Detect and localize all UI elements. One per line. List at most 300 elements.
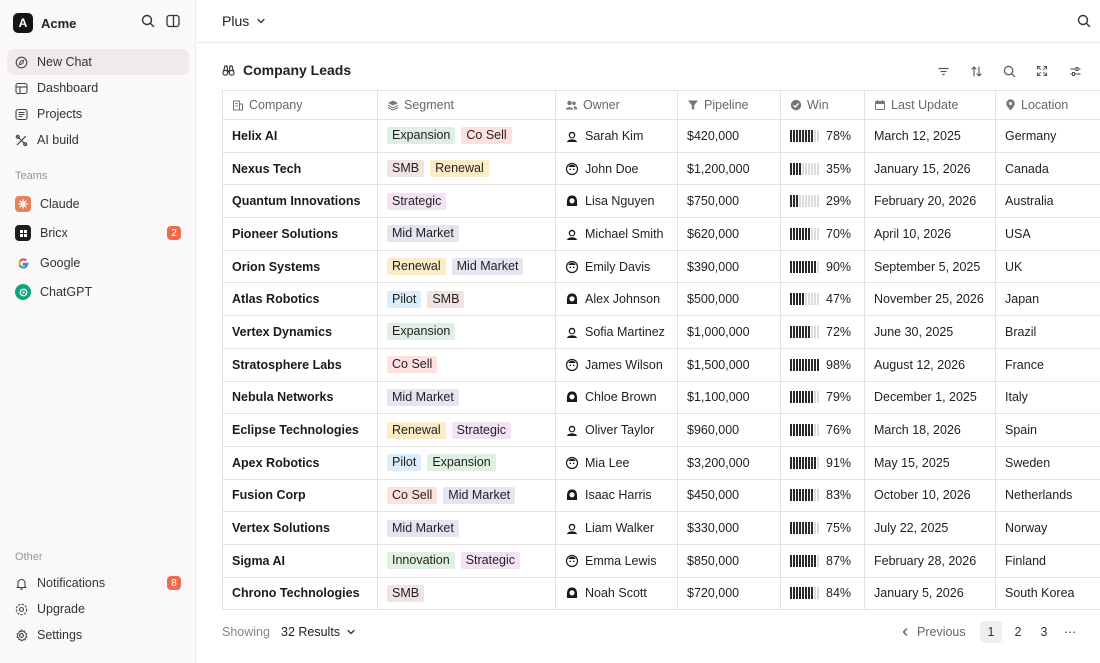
win-bar-segment [814,424,816,436]
previous-label: Previous [917,625,966,639]
owner-name: Mia Lee [585,455,630,470]
cell-last-update: April 10, 2026 [865,218,996,251]
win-rate-bar [790,195,820,207]
win-bar-segment [802,391,804,403]
segment-tag: Co Sell [387,487,437,504]
win-bar-segment [796,195,798,207]
nav-upgrade[interactable] [7,596,189,622]
cell-segment [378,479,556,512]
results-per-page-select[interactable] [281,625,356,639]
column-header-company[interactable] [223,91,378,120]
win-bar-segment [817,522,819,534]
other-section-label: Other [15,551,43,563]
win-bar-segment [805,326,807,338]
win-bar-segment [790,489,792,501]
layers-icon [387,99,399,111]
table-row[interactable] [223,316,1100,349]
win-bar-segment [805,195,807,207]
table-row[interactable] [223,348,1100,381]
win-bar-segment [802,489,804,501]
win-bar-segment [796,293,798,305]
cell-segment [378,152,556,185]
owner-name: Emma Lewis [585,553,657,568]
team-bricx[interactable] [7,220,189,246]
table-row[interactable] [223,446,1100,479]
cell-last-update: January 5, 2026 [865,577,996,610]
nav-projects[interactable] [7,101,189,127]
avatar-icon [565,586,579,600]
column-label: Pipeline [704,98,749,112]
cell-last-update: February 20, 2026 [865,185,996,218]
win-rate-bar [790,555,820,567]
win-rate-bar [790,489,820,501]
column-label: Owner [583,98,620,112]
win-bar-segment [796,457,798,469]
win-bar-segment [790,195,792,207]
win-bar-segment [805,261,807,273]
cell-location: USA [996,218,1100,251]
win-bar-segment [796,228,798,240]
nav-label: Upgrade [37,602,85,616]
win-bar-segment [805,457,807,469]
toggle-sidebar-icon[interactable] [165,13,181,29]
cell-win [781,316,865,349]
cell-segment [378,414,556,447]
nav-notifications[interactable] [7,570,189,596]
win-bar-segment [790,555,792,567]
table-search-icon[interactable] [1001,63,1017,79]
ai-build-icon [15,134,28,147]
win-bar-segment [817,163,819,175]
win-bar-segment [817,555,819,567]
cell-company: Chrono Technologies [223,577,378,610]
table-row[interactable] [223,381,1100,414]
win-bar-segment [811,522,813,534]
cell-last-update: June 30, 2025 [865,316,996,349]
avatar-icon [565,194,579,208]
segment-tag: Co Sell [461,127,511,144]
win-bar-segment [808,163,810,175]
cell-win [781,512,865,545]
win-bar-segment [811,293,813,305]
win-bar-segment [811,489,813,501]
win-bar-segment [799,228,801,240]
cell-location: Japan [996,283,1100,316]
calendar-icon [874,99,886,111]
win-bar-segment [805,130,807,142]
cell-pipeline: $450,000 [678,479,781,512]
win-bar-segment [805,424,807,436]
cell-last-update: October 10, 2026 [865,479,996,512]
win-bar-segment [808,424,810,436]
cell-pipeline: $1,500,000 [678,348,781,381]
win-bar-segment [811,457,813,469]
cell-pipeline: $330,000 [678,512,781,545]
page-button-2[interactable]: 2 [1014,625,1022,639]
win-bar-segment [811,391,813,403]
win-rate-bar [790,587,820,599]
win-rate-value: 35% [826,161,852,176]
win-bar-segment [808,130,810,142]
company-leads-table [222,90,1100,610]
cell-last-update: November 25, 2026 [865,283,996,316]
avatar-icon [565,129,579,143]
win-bar-segment [793,587,795,599]
win-bar-segment [802,587,804,599]
global-search-icon[interactable] [1077,14,1091,31]
cell-company: Pioneer Solutions [223,218,378,251]
owner-name: Sarah Kim [585,128,644,143]
win-bar-segment [802,424,804,436]
avatar-icon [565,521,579,535]
win-rate-bar [790,457,820,469]
win-bar-segment [808,391,810,403]
cell-company: Quantum Innovations [223,185,378,218]
funnel-icon [687,99,699,111]
cell-company: Nexus Tech [223,152,378,185]
column-header-owner[interactable] [556,91,678,120]
nav-settings[interactable] [7,622,189,648]
cell-win [781,152,865,185]
top-bar [197,0,1100,43]
win-bar-segment [811,228,813,240]
table-row[interactable] [223,250,1100,283]
chevron-left-icon [901,627,909,637]
cell-location: South Korea [996,577,1100,610]
win-bar-segment [799,457,801,469]
nav-dashboard[interactable] [7,75,189,101]
win-rate-bar [790,130,820,142]
win-bar-segment [793,489,795,501]
win-bar-segment [805,293,807,305]
cell-location: Sweden [996,446,1100,479]
cell-company: Orion Systems [223,250,378,283]
win-bar-segment [793,359,795,371]
win-bar-segment [802,228,804,240]
win-rate-bar [790,261,820,273]
win-bar-segment [811,587,813,599]
win-rate-value: 29% [826,194,852,209]
cell-segment [378,512,556,545]
win-bar-segment [814,457,816,469]
win-bar-segment [799,587,801,599]
cell-last-update: December 1, 2025 [865,381,996,414]
win-rate-value: 76% [826,423,852,438]
win-bar-segment [811,261,813,273]
plan-selector[interactable] [222,13,266,29]
owner-name: Chloe Brown [585,390,657,405]
building-icon [232,99,244,111]
win-bar-segment [793,195,795,207]
win-bar-segment [799,130,801,142]
cell-segment [378,544,556,577]
cell-pipeline: $3,200,000 [678,446,781,479]
column-header-location[interactable] [996,91,1100,120]
page-button-3[interactable]: 3 [1040,625,1048,639]
win-bar-segment [802,261,804,273]
win-rate-value: 78% [826,128,852,143]
cell-pipeline: $1,100,000 [678,381,781,414]
win-bar-segment [796,555,798,567]
cell-last-update: March 12, 2025 [865,120,996,153]
win-bar-segment [799,489,801,501]
column-header-win[interactable] [781,91,865,120]
segment-tag: Pilot [387,291,421,308]
win-bar-segment [802,130,804,142]
win-bar-segment [814,326,816,338]
column-label: Segment [404,98,455,112]
cell-segment [378,381,556,414]
win-rate-value: 75% [826,521,852,536]
claude-icon [15,196,31,212]
cell-location: Finland [996,544,1100,577]
win-bar-segment [799,424,801,436]
win-bar-segment [790,130,792,142]
win-bar-segment [790,587,792,599]
table-title: Company Leads [243,62,352,78]
win-bar-segment [817,457,819,469]
avatar-icon [565,423,579,437]
table-row[interactable] [223,185,1100,218]
win-bar-segment [802,522,804,534]
dashboard-icon [15,82,28,95]
cell-pipeline: $960,000 [678,414,781,447]
win-bar-segment [814,293,816,305]
win-bar-segment [808,359,810,371]
table-row[interactable] [223,512,1100,545]
win-bar-segment [817,326,819,338]
cell-location: Netherlands [996,479,1100,512]
nav-ai-build[interactable] [7,127,189,153]
table-row[interactable] [223,283,1100,316]
nav-new-chat[interactable] [7,49,189,75]
win-bar-segment [817,587,819,599]
win-bar-segment [808,261,810,273]
win-bar-segment [790,457,792,469]
team-label: Google [40,256,81,270]
win-bar-segment [799,522,801,534]
results-count: 32 Results [281,625,341,639]
cell-pipeline: $500,000 [678,283,781,316]
segment-tag: Mid Market [443,487,515,504]
cell-pipeline: $620,000 [678,218,781,251]
cell-win [781,414,865,447]
win-bar-segment [796,391,798,403]
win-bar-segment [814,163,816,175]
sort-icon[interactable] [968,63,984,79]
win-bar-segment [814,261,816,273]
win-bar-segment [796,587,798,599]
win-bar-segment [805,522,807,534]
table-row[interactable] [223,479,1100,512]
compass-icon [15,56,28,69]
win-bar-segment [793,391,795,403]
cell-owner [556,152,678,185]
team-label: Bricx [40,226,68,240]
nav-label: Settings [37,628,83,642]
win-bar-segment [808,587,810,599]
table-row[interactable] [223,152,1100,185]
teams-section-label: Teams [15,170,48,182]
bricx-icon [15,225,31,241]
win-bar-segment [790,391,792,403]
win-bar-segment [790,359,792,371]
sliders-icon[interactable] [1067,63,1083,79]
owner-name: Sofia Martinez [585,324,665,339]
search-icon[interactable] [140,13,156,29]
cell-owner [556,250,678,283]
win-rate-bar [790,522,820,534]
win-bar-segment [814,587,816,599]
cell-owner [556,544,678,577]
owner-name: Noah Scott [585,586,647,601]
chevron-down-icon [256,16,266,26]
table-row[interactable] [223,577,1100,610]
table-row[interactable] [223,544,1100,577]
win-bar-segment [793,457,795,469]
win-bar-segment [811,130,813,142]
cell-owner [556,120,678,153]
win-bar-segment [808,228,810,240]
win-bar-segment [799,555,801,567]
column-header-last-update[interactable] [865,91,996,120]
page-button-1[interactable]: 1 [980,621,1002,643]
sidebar [0,0,196,663]
cell-segment [378,348,556,381]
cell-owner [556,218,678,251]
cell-owner [556,512,678,545]
cell-pipeline: $850,000 [678,544,781,577]
cell-win [781,283,865,316]
segment-tag: SMB [427,291,464,308]
cell-owner [556,446,678,479]
expand-icon[interactable] [1034,63,1050,79]
notifications-count-badge: 8 [167,576,181,590]
win-bar-segment [790,424,792,436]
segment-tag: Expansion [387,323,455,340]
win-bar-segment [808,326,810,338]
column-label: Last Update [891,98,959,112]
table-header-row [223,91,1100,120]
cell-company: Vertex Dynamics [223,316,378,349]
team-claude[interactable] [7,191,189,217]
win-bar-segment [808,555,810,567]
column-header-pipeline[interactable] [678,91,781,120]
bell-icon [15,577,28,590]
win-bar-segment [796,163,798,175]
more-pages-button[interactable]: ··· [1063,625,1077,639]
win-bar-segment [802,195,804,207]
win-bar-segment [802,457,804,469]
team-label: ChatGPT [40,285,93,299]
win-bar-segment [805,228,807,240]
team-chatgpt[interactable] [7,279,189,305]
team-google[interactable] [7,250,189,276]
cell-segment [378,120,556,153]
win-bar-segment [805,391,807,403]
cell-win [781,348,865,381]
owner-name: Isaac Harris [585,488,652,503]
showing-label: Showing [222,625,270,639]
win-bar-segment [790,261,792,273]
owner-name: Emily Davis [585,259,651,274]
segment-tag: Renewal [387,258,446,275]
win-rate-value: 84% [826,586,852,601]
nav-label: Dashboard [37,81,99,95]
segment-tag: Strategic [461,552,520,569]
segment-tag: Pilot [387,454,421,471]
win-bar-segment [817,293,819,305]
avatar-icon [565,325,579,339]
win-bar-segment [799,391,801,403]
previous-page-button[interactable] [901,625,966,639]
table-row[interactable] [223,218,1100,251]
win-bar-segment [808,195,810,207]
avatar-icon [565,488,579,502]
win-bar-segment [790,522,792,534]
win-bar-segment [790,326,792,338]
team-label: Claude [40,197,80,211]
table-body [223,120,1100,610]
win-rate-value: 47% [826,292,852,307]
workspace-name: Acme [41,15,77,31]
win-bar-segment [793,424,795,436]
win-bar-segment [796,359,798,371]
cell-owner [556,381,678,414]
cell-win [781,218,865,251]
cell-pipeline: $750,000 [678,185,781,218]
owner-name: John Doe [585,161,639,176]
win-bar-segment [808,489,810,501]
filter-icon[interactable] [935,63,951,79]
win-bar-segment [805,555,807,567]
cell-segment [378,250,556,283]
win-bar-segment [811,424,813,436]
column-label: Win [807,98,829,112]
cell-company: Vertex Solutions [223,512,378,545]
win-bar-segment [805,359,807,371]
workspace-switcher[interactable] [13,12,76,34]
win-bar-segment [817,130,819,142]
cell-last-update: August 12, 2026 [865,348,996,381]
table-row[interactable] [223,120,1100,153]
cell-company: Helix AI [223,120,378,153]
cell-last-update: May 15, 2025 [865,446,996,479]
segment-tag: Strategic [452,422,511,439]
cell-pipeline: $1,200,000 [678,152,781,185]
win-bar-segment [796,261,798,273]
segment-tag: Renewal [430,160,489,177]
column-header-segment[interactable] [378,91,556,120]
win-bar-segment [796,522,798,534]
win-bar-segment [790,228,792,240]
upgrade-icon [15,603,28,616]
win-bar-segment [814,130,816,142]
google-icon [15,255,31,271]
win-bar-segment [811,195,813,207]
table-row[interactable] [223,414,1100,447]
nav-label: Notifications [37,576,106,590]
cell-location: Australia [996,185,1100,218]
win-bar-segment [799,326,801,338]
cell-location: Canada [996,152,1100,185]
win-rate-value: 70% [826,226,852,241]
owner-name: Michael Smith [585,226,664,241]
win-bar-segment [814,228,816,240]
win-rate-value: 91% [826,455,852,470]
cell-win [781,120,865,153]
win-bar-segment [808,293,810,305]
